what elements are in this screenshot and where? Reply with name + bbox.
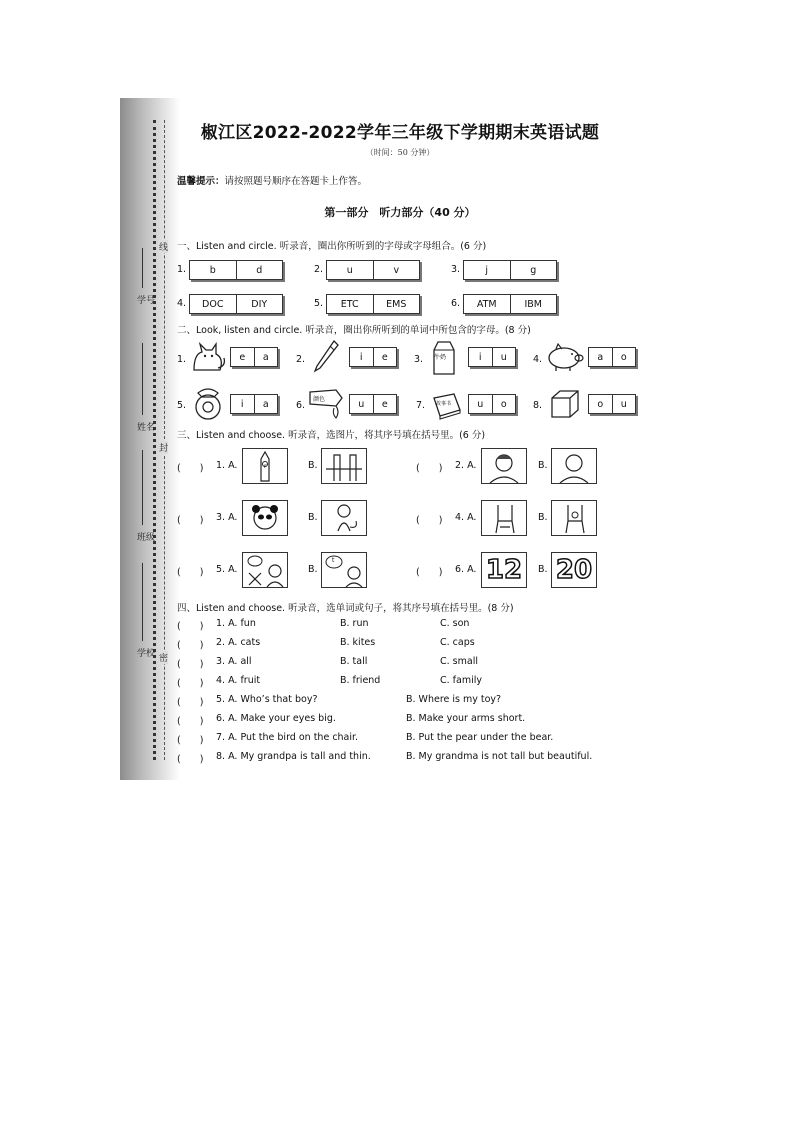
q1-4-options: [189, 294, 283, 314]
q2-7-num: 7.: [416, 400, 426, 411]
section-1-heading: 一、Listen and circle. 听录音，圈出你所听到的字母或字母组合。(6 分): [177, 241, 487, 252]
q1-6-num: 6.: [451, 298, 461, 309]
xuexiao-label: 学校: [137, 649, 156, 659]
option-a[interactable]: DOC: [190, 295, 237, 313]
q3-4-a-picture[interactable]: [481, 500, 527, 536]
tip-label: 温馨提示：: [177, 176, 225, 187]
option-a[interactable]: b: [190, 261, 237, 279]
option-a[interactable]: j: [464, 261, 511, 279]
xian-mark: 线: [159, 240, 168, 253]
q1-3-options: [463, 260, 557, 280]
q4-5-paren[interactable]: ( ): [177, 697, 204, 708]
xuehao-line: [142, 248, 143, 288]
panda-icon: [243, 501, 287, 535]
mi-mark: 密: [159, 651, 168, 664]
q4-2-a: 2. A. cats: [216, 637, 261, 648]
option-b[interactable]: EMS: [386, 298, 407, 310]
q1-6-options: [463, 294, 557, 314]
box-icon: [548, 388, 580, 420]
q3-5-num: 5. A.: [216, 564, 238, 575]
paint-label: 颜色: [313, 396, 326, 403]
woman-portrait-icon: [482, 449, 526, 483]
q3-6-paren[interactable]: ( ): [416, 567, 443, 578]
q3-2-a-picture[interactable]: [481, 448, 527, 484]
q3-2-num: 2. A.: [455, 460, 477, 471]
grandpa-portrait-icon: [552, 449, 596, 483]
bridge-icon: [322, 449, 366, 483]
q3-4-b-picture[interactable]: [551, 500, 597, 536]
q2-4-options: [588, 347, 636, 367]
q3-2-paren[interactable]: ( ): [416, 463, 443, 474]
q2-5-options: [230, 394, 278, 414]
q4-5-a: 5. A. Who’s that boy?: [216, 694, 318, 705]
q2-3-options: [468, 347, 516, 367]
q3-5-b-label: B.: [308, 564, 318, 575]
binding-cut-line: [164, 120, 165, 760]
xuexiao-line: [142, 563, 143, 641]
q2-5-num: 5.: [177, 400, 187, 411]
option-b[interactable]: g: [530, 264, 537, 276]
pen-icon: [310, 338, 340, 378]
option-b[interactable]: a: [262, 398, 269, 410]
q3-3-a-picture[interactable]: [242, 500, 288, 536]
q1-4-num: 4.: [177, 298, 187, 309]
q1-5-num: 5.: [314, 298, 324, 309]
q3-5-a-picture[interactable]: [242, 552, 288, 588]
xingming-label: 姓名: [137, 423, 156, 433]
q3-1-a-picture[interactable]: [242, 448, 288, 484]
q2-6-options: [349, 394, 397, 414]
q2-8-options: [588, 394, 636, 414]
q3-1-paren[interactable]: ( ): [177, 463, 204, 474]
binding-margin: [120, 98, 180, 780]
section-3-heading: 三、Listen and choose. 听录音，选图片，将其序号填在括号里。(6 分): [177, 430, 486, 441]
paint-tube-icon: [306, 386, 346, 422]
q3-3-b-label: B.: [308, 512, 318, 523]
q4-6-b: B. Make your arms short.: [406, 713, 526, 724]
xuehao-label: 学号: [137, 296, 156, 306]
option-b[interactable]: e: [381, 351, 388, 363]
q3-4-num: 4. A.: [455, 512, 477, 523]
option-a[interactable]: u: [350, 395, 374, 413]
section-2-heading: 二、Look, listen and circle. 听录音，圈出你所听到的单词中所包含的字母。(8 分): [177, 325, 531, 336]
option-a[interactable]: a: [589, 348, 613, 366]
part-heading: 第一部分 听力部分（40 分）: [324, 206, 476, 219]
picture-letter: r: [264, 463, 267, 470]
q3-1-b-picture[interactable]: [321, 448, 367, 484]
q4-6-a: 6. A. Make your eyes big.: [216, 713, 336, 724]
option-a[interactable]: e: [231, 348, 255, 366]
q4-3-c: C. small: [440, 656, 478, 667]
q2-2-options: [349, 347, 397, 367]
option-b[interactable]: v: [393, 264, 400, 276]
q1-1-options: [189, 260, 283, 280]
option-b[interactable]: DIY: [251, 298, 268, 310]
q4-7-paren[interactable]: ( ): [177, 735, 204, 746]
q4-7-b: B. Put the pear under the bear.: [406, 732, 554, 743]
monkey-icon: [322, 501, 366, 535]
option-a[interactable]: u: [469, 395, 493, 413]
q4-4-a: 4. A. fruit: [216, 675, 261, 686]
q2-1-num: 1.: [177, 354, 187, 365]
q3-3-b-picture[interactable]: [321, 500, 367, 536]
tip: [177, 173, 367, 187]
q2-1-options: [230, 347, 278, 367]
time-note: （时间：50 分钟）: [365, 148, 435, 157]
q4-7-a: 7. A. Put the bird on the chair.: [216, 732, 359, 743]
page-title: 椒江区2022-2022学年三年级下学期期末英语试题: [200, 123, 600, 143]
q4-1-a: 1. A. fun: [216, 618, 256, 629]
binding-dots: [153, 120, 156, 760]
boy-crossed-icon: [243, 553, 287, 587]
q1-2-options: [326, 260, 420, 280]
q4-5-b: B. Where is my toy?: [406, 694, 502, 705]
q2-8-num: 8.: [533, 400, 543, 411]
q2-7-options: [468, 394, 516, 414]
number-twenty: 20: [555, 555, 593, 585]
q1-1-num: 1.: [177, 264, 187, 275]
q3-1-num: 1. A.: [216, 460, 238, 471]
option-a[interactable]: ATM: [464, 295, 511, 313]
q3-4-paren[interactable]: ( ): [416, 515, 443, 526]
q2-2-num: 2.: [296, 354, 306, 365]
q4-6-paren[interactable]: ( ): [177, 716, 204, 727]
exam-sheet: [120, 98, 642, 780]
book-label: 故事书: [436, 401, 452, 407]
q4-4-paren[interactable]: ( ): [177, 678, 204, 689]
q4-4-b: B. friend: [340, 675, 381, 686]
option-b[interactable]: a: [262, 351, 269, 363]
chair-with-item-icon: [552, 501, 596, 535]
q4-1-c: C. son: [440, 618, 470, 629]
option-a[interactable]: i: [350, 348, 374, 366]
q3-6-a-picture[interactable]: [481, 552, 527, 588]
number-twelve: 12: [485, 555, 523, 585]
option-b[interactable]: e: [381, 398, 388, 410]
option-a[interactable]: u: [327, 261, 374, 279]
option-b[interactable]: o: [620, 351, 627, 363]
boy-speech-icon: [322, 553, 366, 587]
q3-6-b-label: B.: [538, 564, 548, 575]
chair-icon: [482, 501, 526, 535]
milk-label: 牛奶: [434, 354, 447, 361]
q3-2-b-label: B.: [538, 460, 548, 471]
q2-3-num: 3.: [414, 354, 424, 365]
q4-8-b: B. My grandma is not tall but beautiful.: [406, 751, 593, 762]
q4-2-b: B. kites: [340, 637, 376, 648]
q4-3-paren[interactable]: ( ): [177, 659, 204, 670]
option-b[interactable]: u: [500, 351, 507, 363]
q4-3-a: 3. A. all: [216, 656, 252, 667]
q3-6-num: 6. A.: [455, 564, 477, 575]
q3-3-num: 3. A.: [216, 512, 238, 523]
q4-2-paren[interactable]: ( ): [177, 640, 204, 651]
option-a[interactable]: i: [469, 348, 493, 366]
q4-4-c: C. family: [440, 675, 482, 686]
q3-2-b-picture[interactable]: [551, 448, 597, 484]
section-4-heading: 四、Listen and choose. 听录音，选单词或句子，将其序号填在括号里。(8 分): [177, 603, 514, 614]
q1-3-num: 3.: [451, 264, 461, 275]
q4-2-c: C. caps: [440, 637, 475, 648]
q2-6-num: 6.: [296, 400, 306, 411]
q3-1-b-label: B.: [308, 460, 318, 471]
option-a[interactable]: ETC: [327, 295, 374, 313]
q1-5-options: [326, 294, 420, 314]
option-b[interactable]: IBM: [524, 298, 542, 310]
q4-3-b: B. tall: [340, 656, 368, 667]
q2-4-num: 4.: [533, 354, 543, 365]
option-b[interactable]: d: [256, 264, 263, 276]
xingming-line: [142, 343, 143, 415]
q3-4-b-label: B.: [538, 512, 548, 523]
cat-icon: [188, 340, 228, 376]
tip-text: 请按照题号顺序在答题卡上作答。: [224, 176, 368, 187]
banji-label: 班级: [137, 533, 156, 543]
fish-toy-icon: [192, 385, 224, 423]
q3-3-paren[interactable]: ( ): [177, 515, 204, 526]
q3-5-paren[interactable]: ( ): [177, 567, 204, 578]
pig-icon: [544, 342, 586, 372]
q1-2-num: 2.: [314, 264, 324, 275]
option-a[interactable]: i: [231, 395, 255, 413]
option-a[interactable]: o: [589, 395, 613, 413]
option-b[interactable]: o: [500, 398, 507, 410]
feng-mark: 封: [159, 441, 168, 454]
picture-letter: t: [332, 557, 335, 564]
q3-5-b-picture[interactable]: [321, 552, 367, 588]
q4-8-a: 8. A. My grandpa is tall and thin.: [216, 751, 371, 762]
banji-line: [142, 450, 143, 525]
q4-1-b: B. run: [340, 618, 369, 629]
q4-1-paren[interactable]: ( ): [177, 621, 204, 632]
q4-8-paren[interactable]: ( ): [177, 754, 204, 765]
q3-6-b-picture[interactable]: [551, 552, 597, 588]
option-b[interactable]: u: [620, 398, 627, 410]
